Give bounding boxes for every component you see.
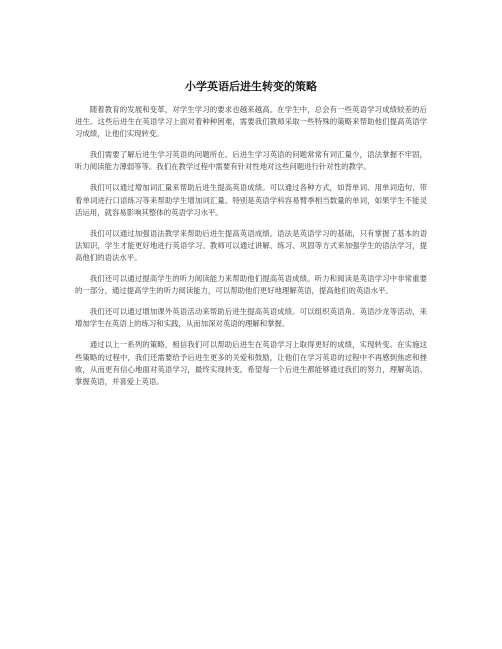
- paragraph-4: 我们可以通过加强语法教学来帮助后进生提高英语成绩。语法是英语学习的基础，只有掌握了基本的语法知识，学生才能更好地进行英语学习。教师可以通过讲解、练习、巩固等方式来加强学生的语法学习，提高他们的语法水平。: [75, 228, 427, 262]
- paragraph-3: 我们可以通过增加词汇量来帮助后进生提高英语成绩。可以通过各种方式，如背单词、用单词造句、带着单词进行口语练习等来帮助学生增加词汇量。特别是英语学科容易臂季相当数量的单词，如果学生不能灵活运用，就容易影响其整体的英语学习水平。: [75, 183, 427, 217]
- paragraph-5: 我们还可以通过提高学生的听力阅读能力来帮助他们提高英语成绩。听力和阅读是英语学习中非常重要的一部分，通过提高学生的听力阅读能力，可以帮助他们更好地理解英语，提高他们的英语水平。: [75, 274, 427, 296]
- paragraph-7: 通过以上一系列的策略，相信我们可以帮助后进生在英语学习上取得更好的成绩，实现转变。在实施这些策略的过程中，我们还需要给予后进生更多的关爱和鼓励，让他们在学习英语的过程中不再感到焦虑和挫败，从而更有信心地面对英语学习，最终实现转变。希望每一个后进生都能够通过我们的努力，理解英语、掌握英语，并喜爱上英语。: [75, 340, 427, 386]
- paragraph-6: 我们还可以通过增加课外英语活动来帮助后进生提高英语成绩。可以组织英语角、英语沙龙等活动，来增加学生在英语上的练习和实践，从而加深对英语的理解和掌握。: [75, 307, 427, 329]
- document-title: 小学英语后进生转变的策略: [185, 80, 317, 93]
- paragraph-1: 随着教育的发展和变革，对学生学习的要求也越来越高。在学生中，总会有一些英语学习成绩较差的后进生。这些后进生在英语学习上面对着种种困难，需要我们教师采取一些特殊的策略来帮助他们提高英语学习成绩，让他们实现转变。: [75, 105, 427, 139]
- document-body: [75, 104, 427, 397]
- paragraph-2: 我们需要了解后进生学习英语的问题所在。后进生学习英语的问题常常有词汇量少，语法掌握不牢固，听力阅读能力薄弱等等。我们在教学过程中需要有针对性地对这些问题进行针对性的教学。: [75, 150, 427, 172]
